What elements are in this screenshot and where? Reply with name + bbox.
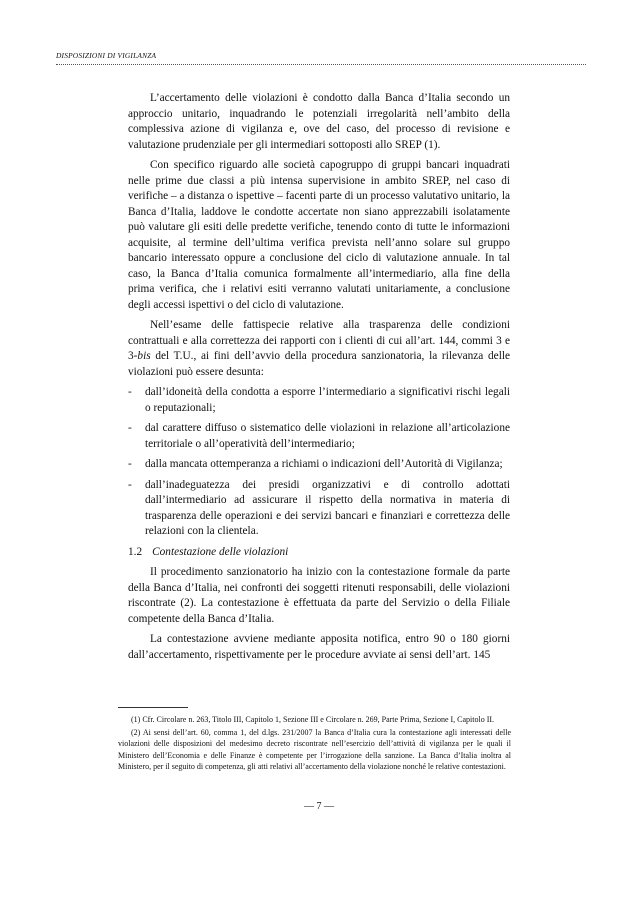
paragraph <box>128 318 510 380</box>
paragraph: La contestazione avviene mediante apposita notifica, entro 90 o 180 giorni dall’accertamento, rispettivamente per le procedure avviate ai sensi dell’art. 145 <box>128 633 510 661</box>
paragraph-text: del T.U., ai fini dell’avvio della procedura sanzionatoria, la rilevanza delle violazioni può essere desunta: <box>128 350 510 378</box>
list-item-text: dalla mancata ottemperanza a richiami o indicazioni dell’Autorità di Vigilanza; <box>145 458 503 470</box>
list-item-text: dall’inadeguatezza dei presidi organizzativi e di controllo adottati dall’intermediario ad assicurare il rispetto della normativa in materia di trasparenza delle operazioni e dei servizi bancari e finanziari e correttezza delle relazioni con la clientela. <box>145 478 510 537</box>
bullet-dash: - <box>128 422 132 434</box>
paragraph: L’accertamento delle violazioni è condotto dalla Banca d’Italia secondo un approccio unitario, inquadrando le potenziali irregolarità nell’ambito della complessiva azione di vigilanza e, ove del caso, del processo di revisione e valutazione prudenziale per gli intermediari sottoposti allo SREP (1). <box>128 92 510 151</box>
footnotes <box>118 714 511 774</box>
criteria-list <box>128 385 510 540</box>
bullet-dash: - <box>128 386 132 398</box>
header-divider <box>56 64 586 65</box>
section-heading <box>128 545 510 561</box>
paragraph: Il procedimento sanzionatorio ha inizio con la contestazione formale da parte della Banca d’Italia, nei confronti dei soggetti ritenuti responsabili, delle violazioni riscontrate (2). La contestazione è effettuata da parte del Servizio o della Filiale competente della Banca d’Italia. <box>128 566 510 625</box>
footnote: (2) Ai sensi dell’art. 60, comma 1, del d.lgs. 231/2007 la Banca d’Italia cura la contestazione agli interessati delle violazioni delle disposizioni del medesimo decreto riscontrate nell’esercizio dell’attività di vigilanza per le quali il Ministero dell’Economia e delle Finanze è competente per l’irrogazione della sanzione. La Banca d’Italia inoltra al Ministero, per il seguito di competenza, gli atti relativi all’accertamento della violazione nonché le relative contestazioni. <box>118 728 511 771</box>
paragraph: Con specifico riguardo alle società capogruppo di gruppi bancari inquadrati nelle prime due classi a più intensa supervisione in ambito SREP, nel caso di verifiche – a distanza o ispettive – facenti parte di un processo valutativo unitario, la Banca d’Italia, laddove le condotte accertate non siano apprezzabili isolatamente può valutare gli esiti delle predette verifiche, tenendo conto di tutte le informazioni acquisite, al termine dell’ultima verifica prevista nell’anno solare sul gruppo bancario interessato oppure a conclusione del ciclo di valutazione annuale. In tal caso, la Banca d’Italia comunica formalmente all’intermediario, alla fine della prima verifica, che i relativi esiti verranno valutati unitariamente, a conclusione degli accessi ispettivi o del ciclo di valutazione. <box>128 159 510 311</box>
list-item <box>128 421 510 452</box>
list-item-text: dall’idoneità della condotta a esporre l’intermediario a significativi rischi legali o reputazionali; <box>145 386 510 414</box>
list-item-text: dal carattere diffuso o sistematico delle violazioni in relazione all’articolazione territoriale o all’operatività dell’intermediario; <box>145 422 510 450</box>
list-item <box>128 478 510 540</box>
section-title: Contestazione delle violazioni <box>152 545 289 558</box>
footnote-divider <box>118 707 188 708</box>
page-number: — 7 — <box>304 801 334 812</box>
list-item <box>128 385 510 416</box>
list-item <box>128 457 510 473</box>
paragraph-text: Nell’esame delle fattispecie relative alla trasparenza delle condizioni contrattuali e alla correttezza dei rapporti con i clienti di cui all’art. 144, commi 3 e 3- <box>128 319 510 362</box>
paragraph-italic: bis <box>137 350 151 362</box>
bullet-dash: - <box>128 478 132 491</box>
footnote: (1) Cfr. Circolare n. 263, Titolo III, Capitolo 1, Sezione III e Circolare n. 269, Parte Prima, Sezione I, Capitolo II. <box>131 715 495 724</box>
bullet-dash: - <box>128 458 132 470</box>
section-number: 1.2 <box>128 545 143 558</box>
document-body <box>128 91 510 668</box>
running-header: DISPOSIZIONI DI VIGILANZA <box>56 51 157 60</box>
